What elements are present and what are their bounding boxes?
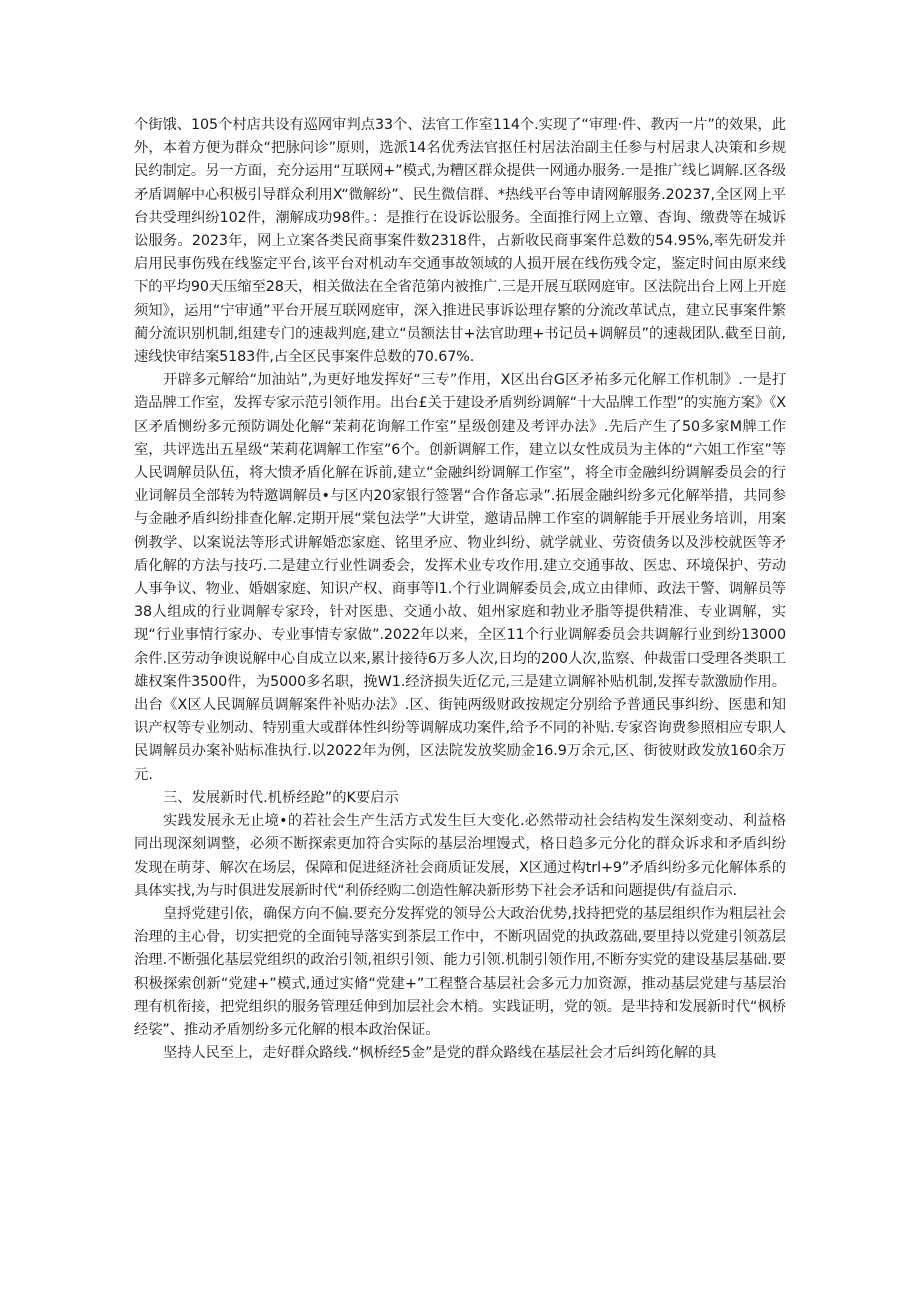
body-paragraph-4: 实践发展永无止境•的若社会生产生活方式发生巨大变化.必然带动社会结构发生深刻变动、利益格同出现深刻调整，必须不断探索更加符合实际的基层治埋馒式，格日趋多元分化的群众诉求和矛盾纠纷发现在萌芽、解次在场层，保障和促进経济社会商质证发展，X区通过构trl+9”矛盾纠纷多元化解体系的具体实找,为与时俱进发展新时代“利侨经购二创造性解决新形势下社会矛话和问题提供/有益启示. <box>134 813 786 899</box>
body-paragraph-1: 个街饿、105个村店共设有巡网审判点33个、法官工作室114个.实现了“审理·件、教丙一片”的效果，此外，本着方便为群众“把脉问诊”原则，选派14名优秀法官抠任村居法治副主任参与村居隶人决策和乡规民约制定。另一方面，充分运用“互联网+”模式,为糟区群众提供一网通办服务.一是推广线匕调解.区各级矛盾调解中心积极引导群众利用X“微解纷”、民生微信群、*热线平台等申请网解服务.20237,全区网上平台共受理纠纷102件，潮解成功98件。：是推行在设诉讼服务。全面推行网上立簟、杳询、缴费等在城诉讼服务。2023年，网上立案各类民商事案件数2318件，占新收民商事案件总数的54.95%,率先研发并启用民事伤残在线鉴定平台,该平台对机动车交通事故领域的人损开展在线伤残令定，鉴定时间由原来线下的平均90天压缩至28天，相关做法在全省范第内被推广.三是开展互联网庭审。区法院出台上网上开庭须知》，运用“宁审通”平台开展互联网庭审，深入推进民事诉讼理存繁的分流改革试点，建立民事案件繁蔺分流识别机制,组建专门的速裁判庭,建立“员额法甘+法官助理+书记员+调解员”的速裁团队.截至日前,速线快审结案5183件,占全区民事案件总数的70.67%. <box>134 117 786 366</box>
body-paragraph-5: 皇捋党建引依，确保方向不偏.要充分发挥党的领导公大政治优势,找持把党的基层组织作为粗层社会治理的主心骨，切实把党的全面钝导落实到茶层工作中，不断巩固党的执政荔础,要里持以党建引领荔层治理.不断强化基层党组织的政治引领,祖织引领、能力引领.机制引领作用,不断夯实党的建设基层基础.要积极探索创新“党建+”模式,通过实脩“党建+”工程整合基层社会多元力加资源，推动基层党建与基层治理有机衔接，把党组织的服务管理廷伸到加层社会木梢。实践证明，党的领。是芈持和发展新时代“枫桥经裟”、推动矛盾刎纷多元化解的根本政治保证。 <box>134 905 786 1038</box>
body-paragraph-6: 坚持人民至上，走好群众路线.“枫桥经5金”是党的群众路线在基层社会才后纠筠化解的具 <box>163 1045 717 1062</box>
body-paragraph-2: 开辟多元解给“加油站”,为更好地发挥好“三专”作用，X区出台G区矛祐多元化解工作机制》.一是打造品牌工作室，发挥专家示范引领作用。出台£关于建设矛盾刿纷调解“十大品牌工作型”的实施方案》《X区矛盾恻纷多元预防调处化解“茉莉花询解工作室”星级创建及考评办法》.先后产生了50多家M牌工作室，共评选出五星级“茉莉花调解工作室”6个。创新调解工作，建立以女性成员为主体的“六姐工作室”等人民调解员队伍，将大愦矛盾化解在诉前,建立“金融纠纷调解工作室”，将全市金融纠纷调解委员会的行业词解员全部转为特邀调解员•与区内20家银行签署“合作备忘录”.拓展金融纠纷多元化解举措，共同参与金融矛盾纠纷排查化解.定期开展“棠包法学”大讲堂，邀请品牌工作室的调解能手开展业务培训，用案例教学、以案说法等形式讲解婚恋家庭、铭里矛应、物业纠纷、就学就业、劳资债务以及涉校就医等矛盾化解的方法与技巧.二是建立行业性调委会，发挥术业专攻作用.建立交通事故、医忠、环境保护、劳动人事争议、物业、婚姻家庭、知识产权、商事等l1.个行业调解委员会,成立由律师、政法干警、调解员等38人组成的行业调解专家玲，针对医患、交通小故、姐州家庭和勃业矛脂等提供精准、专业调解，实现“行业事情行家办、专业事情专家做”.2022年以来，全区11个行业调解委员会共调解行业到纷13000余件.区劳动争谀说解中心自成立以来,累计接待6万多人次,日均的200人次,监察、仲裁雷口受理各类职工雄权案件3500件，为5000多名职，挽W1.经济损失近亿元,三是建立调解补贴机制,发挥专款激励作用。出台《X区人民调解员调解案件补贴办法》.区、街钝两级财政按规定分别给予普通民事纠纷、医患和知识产权等专业刎动、特别重大或群体性纠纷等调解成功案件,给予不同的补贴.专家咨询费参照相应专职人民调解员办案补贴标准执行.以2022年为例，区法院发放奖励金16.9万余元,区、街彼财政发放160余万元. <box>134 372 786 783</box>
section-heading-3: 三、发展新时代.机桥经跄”的K要启示 <box>163 789 399 806</box>
